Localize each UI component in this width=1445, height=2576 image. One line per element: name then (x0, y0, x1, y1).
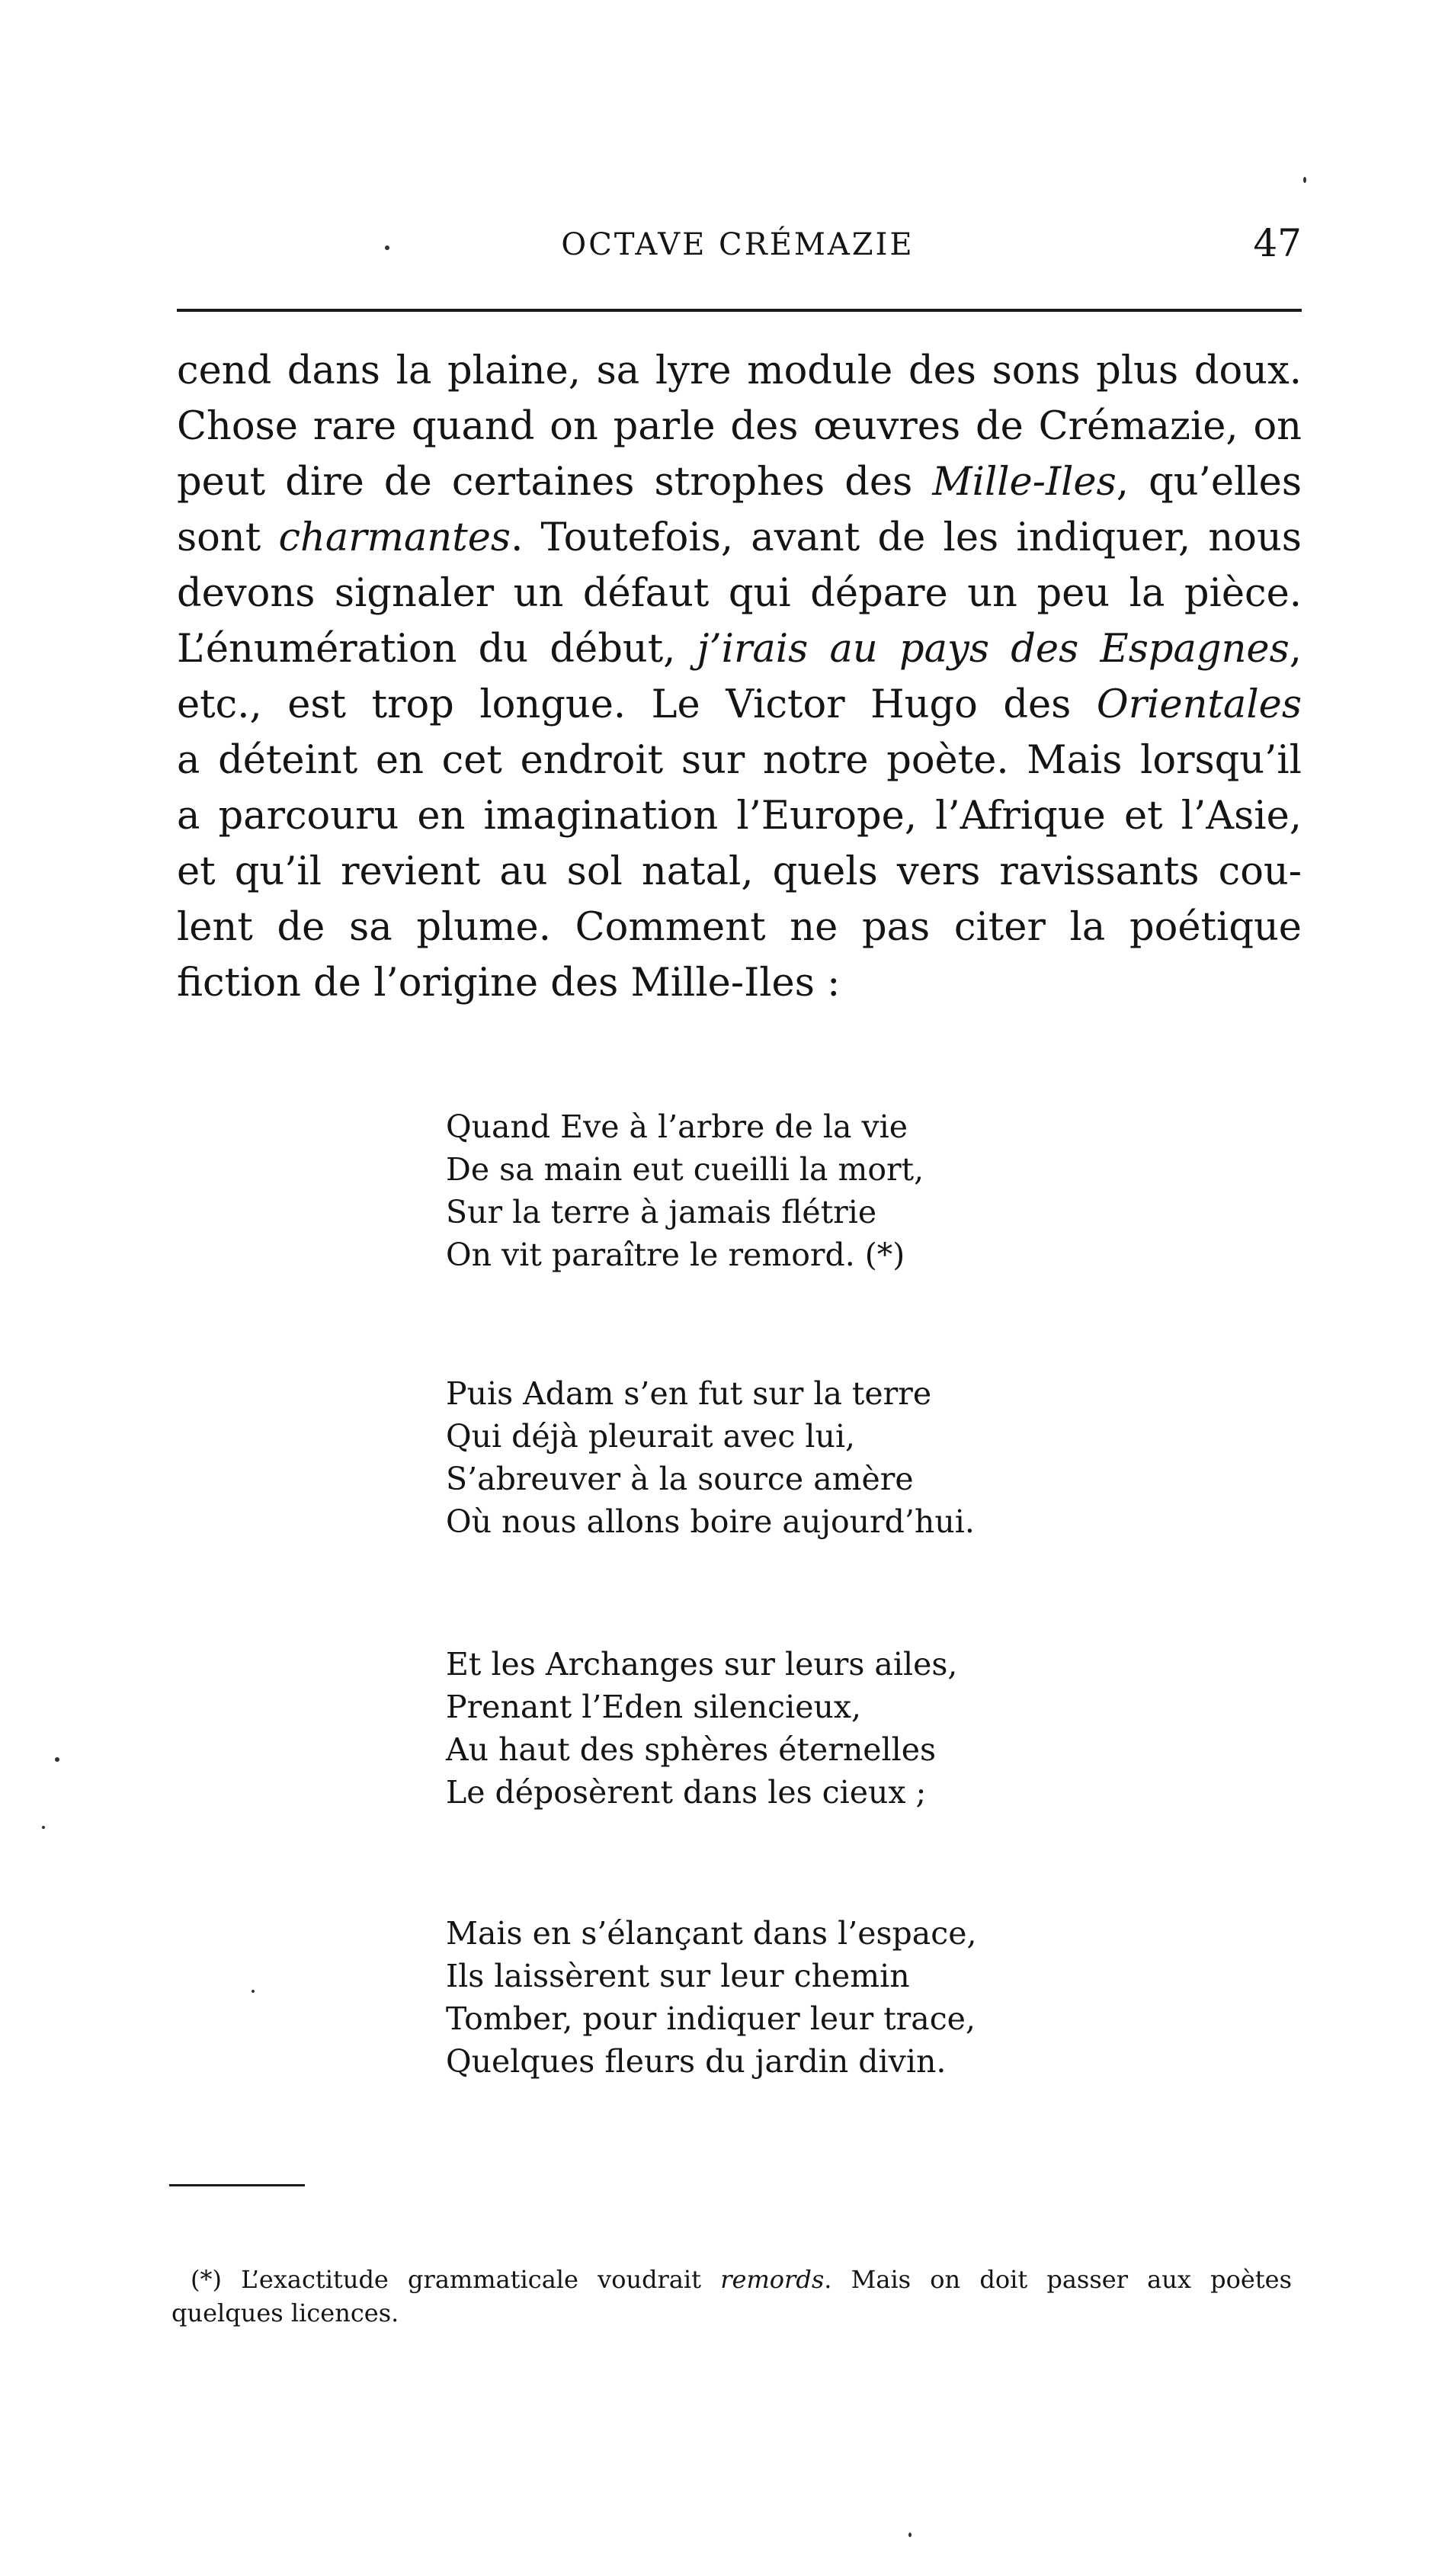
verse-line: Ils laissèrent sur leur chemin (446, 1958, 910, 1994)
stray-dot (385, 245, 389, 250)
footnote (171, 2263, 1292, 2330)
verse-line: Tomber, pour indiquer leur trace, (446, 2000, 976, 2037)
poem-stanza-1 (446, 1105, 1056, 1276)
italic-title: Mille-Iles (932, 460, 1117, 505)
text-line: a déteint en cet endroit sur notre poète. Mais lorsqu’il (177, 738, 1302, 783)
text-line: etc., est trop longue. Le Victor Hugo des Orientales (177, 682, 1302, 727)
poem-stanza-4 (446, 1912, 1056, 2083)
verse-line: S’abreuver à la source amère (446, 1461, 914, 1497)
verse-line: Qui déjà pleurait avec lui, (446, 1418, 856, 1455)
prose-paragraph (177, 343, 1302, 1011)
verse-line: Quand Eve à l’arbre de la vie (446, 1108, 908, 1145)
stray-dot (252, 1990, 255, 1993)
text-line: Chose rare quand on parle des œuvres de Crémazie, on (177, 404, 1302, 449)
text-line: sont charmantes. Toutefois, avant de les indiquer, nous (177, 515, 1302, 560)
running-title: OCTAVE CRÉMAZIE (561, 227, 915, 262)
text-line: L’énumération du début, j’irais au pays des Espagnes, (177, 627, 1302, 672)
verse-line: Où nous allons boire aujourd’hui. (446, 1503, 975, 1540)
text-line: peut dire de certaines strophes des Mille-Iles, qu’elles (177, 460, 1302, 505)
stray-dot (55, 1757, 59, 1762)
text-line: a parcouru en imagination l’Europe, l’Afrique et l’Asie, (177, 794, 1302, 839)
verse-line: Quelques fleurs du jardin divin. (446, 2043, 947, 2080)
poem-stanza-2 (446, 1372, 1056, 1543)
text-line: fiction de l’origine des Mille-Iles : (177, 961, 841, 1006)
text-line: lent de sa plume. Comment ne pas citer la poétique (177, 905, 1302, 950)
verse-line: De sa main eut cueilli la mort, (446, 1151, 924, 1188)
verse-line: Et les Archanges sur leurs ailes, (446, 1646, 958, 1683)
footnote-line: (*) L’exactitude grammaticale voudrait remords. Mais on doit passer aux poètes (191, 2265, 1292, 2294)
text-line: et qu’il revient au sol natal, quels vers ravissants cou- (177, 849, 1302, 894)
stray-dot (908, 2533, 912, 2537)
text-line: cend dans la plaine, sa lyre module des sons plus doux. (177, 348, 1302, 393)
footnote-rule (169, 2184, 305, 2186)
italic-quote: j’irais au pays des Espagnes (697, 627, 1290, 672)
verse-line: On vit paraître le remord. (*) (446, 1237, 905, 1273)
verse-line: Au haut des sphères éternelles (446, 1731, 937, 1768)
page-number: 47 (1253, 221, 1302, 265)
verse-line: Mais en s’élançant dans l’espace, (446, 1915, 977, 1952)
stray-dot (1303, 177, 1306, 183)
verse-line: Prenant l’Eden silencieux, (446, 1689, 862, 1725)
text-line: devons signaler un défaut qui dépare un peu la pièce. (177, 571, 1302, 616)
header-rule (177, 309, 1302, 312)
italic-word: remords (720, 2265, 825, 2294)
footnote-line: quelques licences. (171, 2299, 399, 2327)
poem-stanza-3 (446, 1643, 1056, 1814)
verse-line: Le déposèrent dans les cieux ; (446, 1774, 927, 1811)
italic-title: Orientales (1096, 682, 1302, 727)
italic-word: charmantes (278, 515, 511, 560)
verse-line: Sur la terre à jamais flétrie (446, 1194, 877, 1230)
running-head (174, 221, 1302, 274)
verse-line: Puis Adam s’en fut sur la terre (446, 1375, 932, 1412)
stray-dot (42, 1826, 45, 1829)
